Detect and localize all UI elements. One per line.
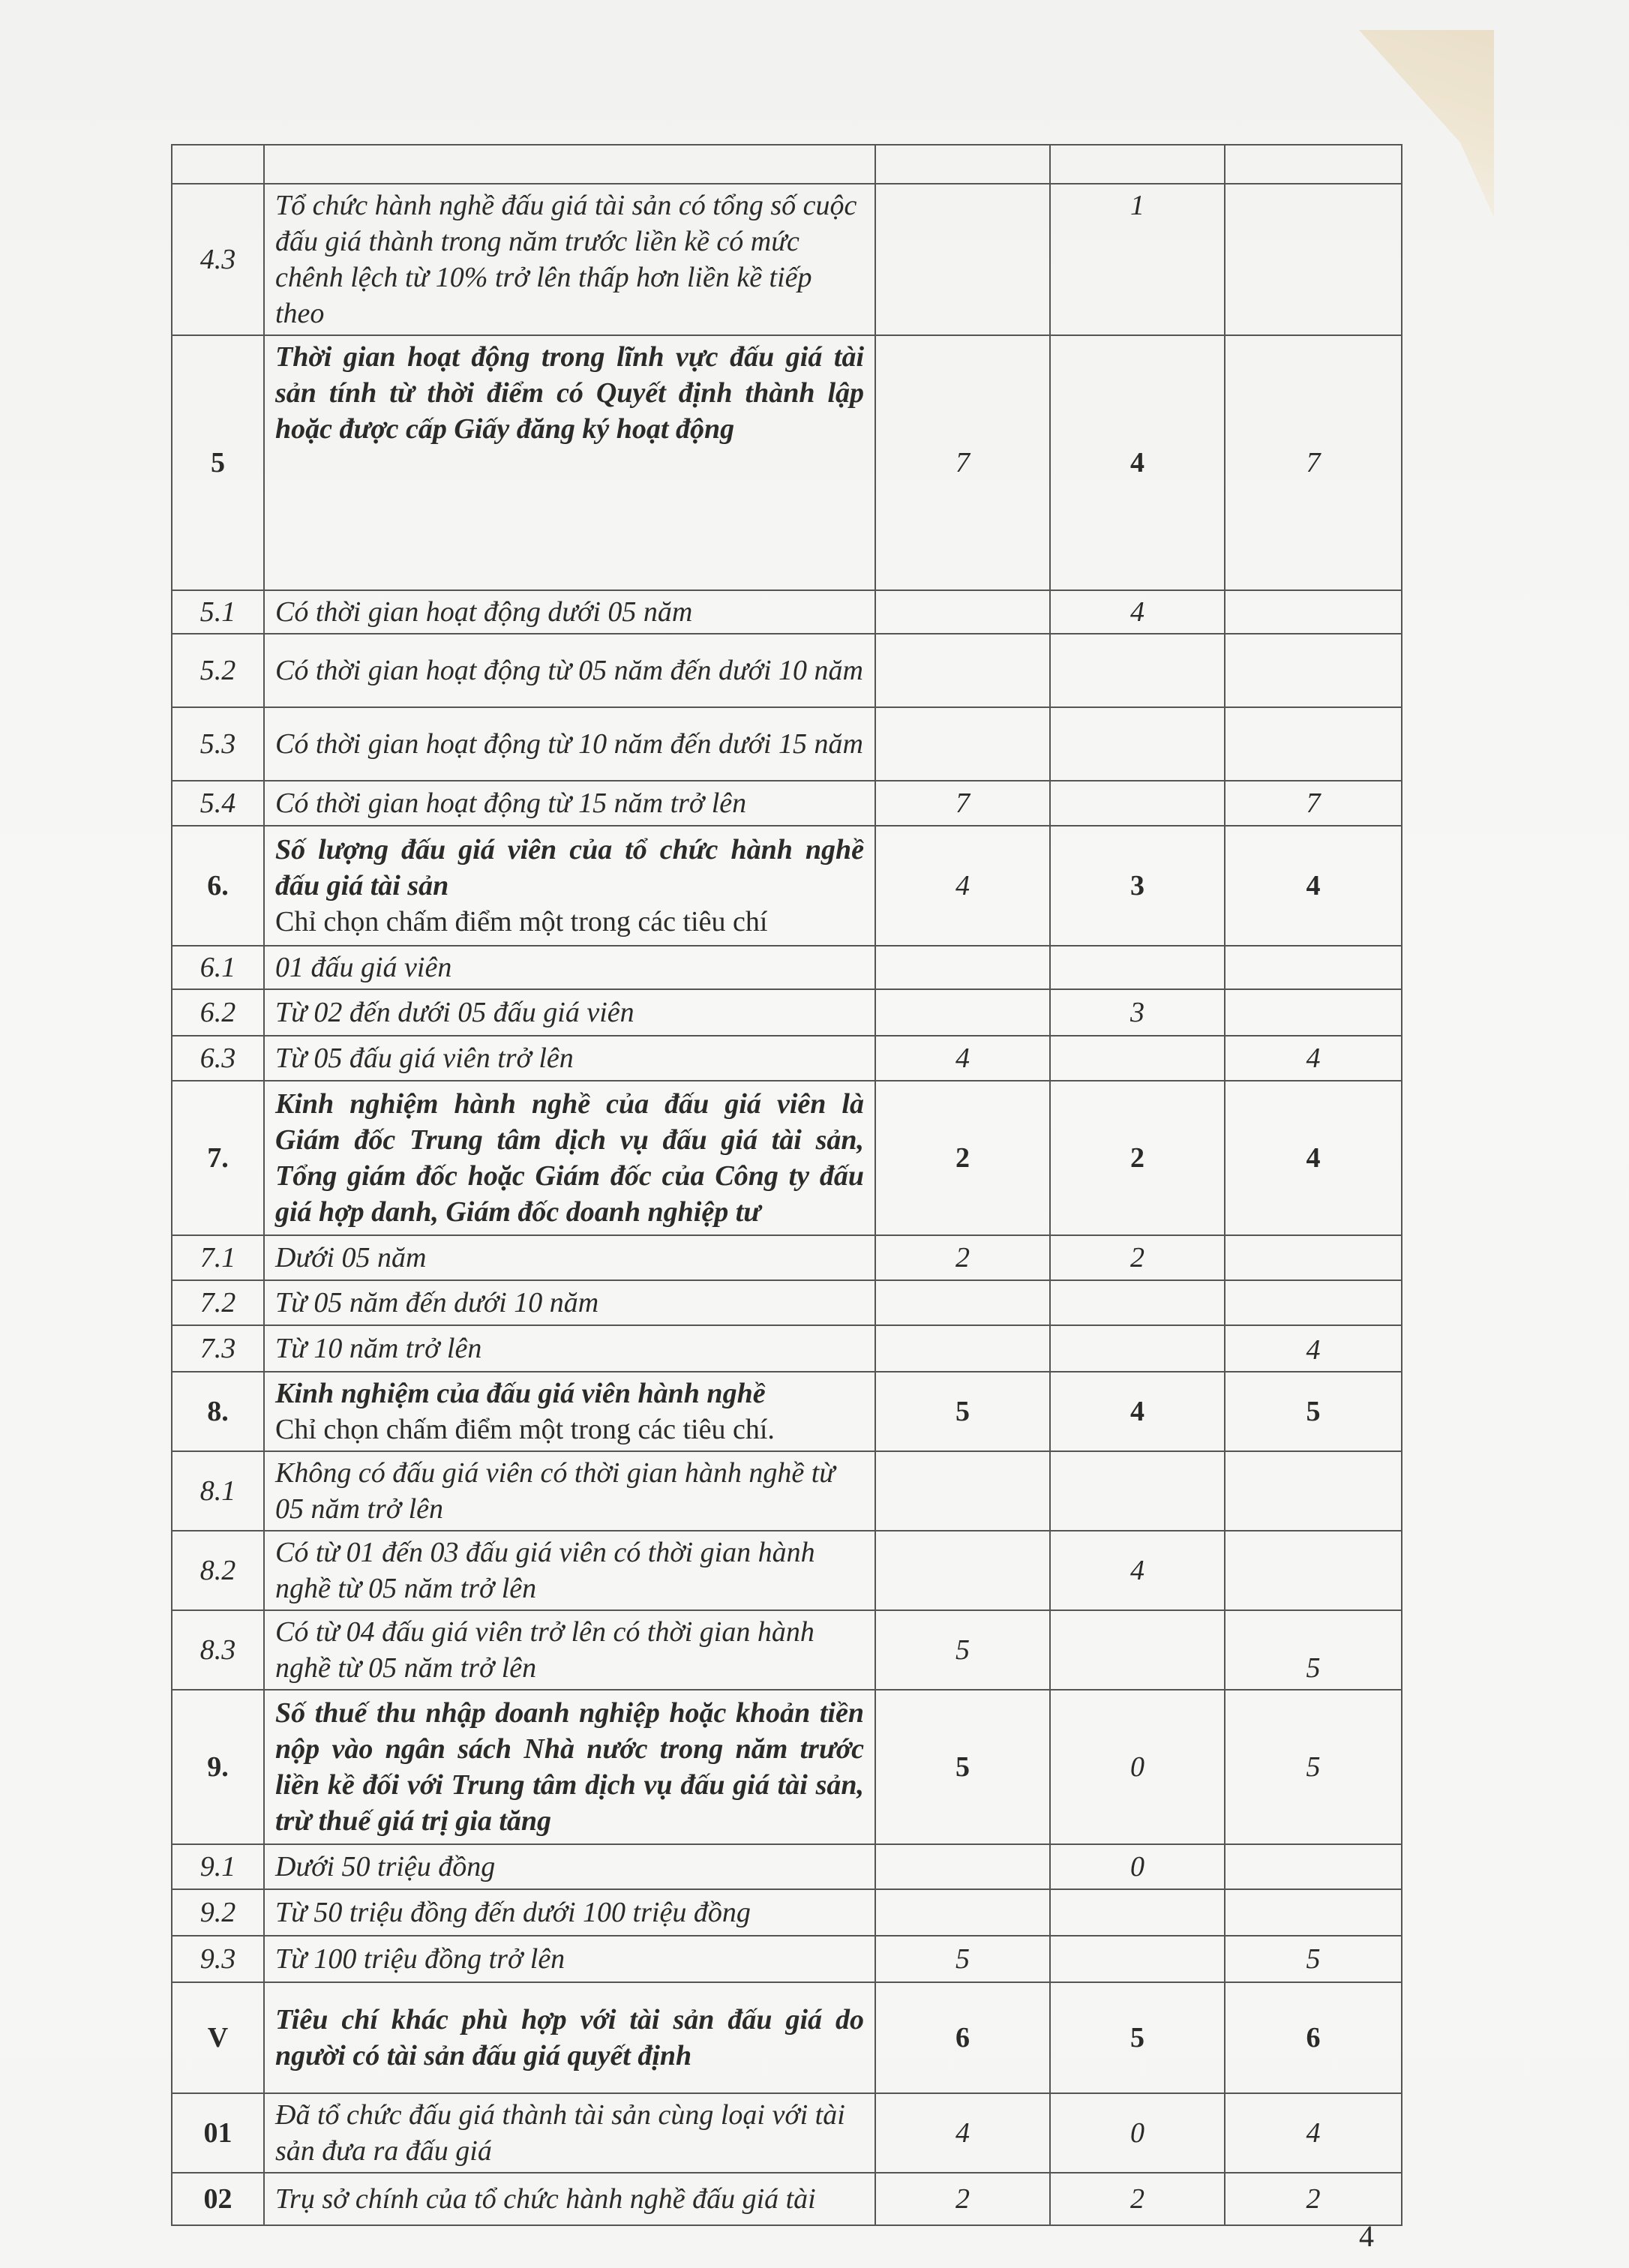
row-number: 7.3	[172, 1325, 264, 1372]
score-col-2: 4	[1050, 1531, 1225, 1610]
criterion-text: Dưới 05 năm	[264, 1235, 875, 1280]
score-col-2: 0	[1050, 1690, 1225, 1844]
row-number: 9.1	[172, 1844, 264, 1889]
table-row	[172, 1235, 1402, 1280]
score-col-1: 2	[875, 2173, 1050, 2225]
table-row	[172, 946, 1402, 989]
table-row	[172, 1889, 1402, 1936]
score-col-3	[1225, 1235, 1402, 1280]
criterion-text: Có thời gian hoạt động dưới 05 năm	[264, 590, 875, 634]
score-col-1: 2	[875, 1081, 1050, 1235]
score-col-2: 2	[1050, 2173, 1225, 2225]
score-col-3: 5	[1225, 1610, 1402, 1690]
score-col-3	[1225, 707, 1402, 781]
table-row	[172, 1690, 1402, 1844]
criterion-text: Tổ chức hành nghề đấu giá tài sản có tổng số cuộc đấu giá thành trong năm trước liền kề có mức chênh lệch từ 10% trở lên thấp hơn liền kề tiếp theo	[264, 184, 875, 335]
row-number: 9.	[172, 1690, 264, 1844]
criterion-text: Có thời gian hoạt động từ 05 năm đến dưới 10 năm	[264, 634, 875, 707]
score-col-2	[1050, 1451, 1225, 1531]
score-col-3: 5	[1225, 1936, 1402, 1982]
score-col-1	[875, 590, 1050, 634]
row-number: 9.3	[172, 1936, 264, 1982]
table-row	[172, 634, 1402, 707]
score-col-2: 0	[1050, 2093, 1225, 2173]
score-col-1	[875, 1325, 1050, 1372]
score-col-1: 6	[875, 1982, 1050, 2093]
score-col-2	[1050, 1889, 1225, 1936]
table-row	[172, 1936, 1402, 1982]
criterion-text: Từ 02 đến dưới 05 đấu giá viên	[264, 989, 875, 1036]
score-col-2: 5	[1050, 1982, 1225, 2093]
score-col-1	[875, 1531, 1050, 1610]
criterion-text: Từ 100 triệu đồng trở lên	[264, 1936, 875, 1982]
row-number: 6.2	[172, 989, 264, 1036]
score-col-3	[1225, 590, 1402, 634]
score-col-1: 7	[875, 335, 1050, 590]
criterion-text	[264, 1372, 875, 1451]
row-number: 5.3	[172, 707, 264, 781]
row-number: 6.1	[172, 946, 264, 989]
table-row	[172, 335, 1402, 590]
score-col-3: 6	[1225, 1982, 1402, 2093]
row-number: 4.3	[172, 184, 264, 335]
row-number: 5.1	[172, 590, 264, 634]
row-number: 7.2	[172, 1280, 264, 1325]
score-col-1: 7	[875, 781, 1050, 826]
score-col-2	[1050, 1325, 1225, 1372]
criterion-text: Có thời gian hoạt động từ 10 năm đến dưới 15 năm	[264, 707, 875, 781]
criterion-text: Không có đấu giá viên có thời gian hành nghề từ 05 năm trở lên	[264, 1451, 875, 1531]
row-number: 7.	[172, 1081, 264, 1235]
score-col-3: 4	[1225, 1325, 1402, 1372]
table-row	[172, 590, 1402, 634]
score-col-1: 5	[875, 1936, 1050, 1982]
score-col-1	[875, 1451, 1050, 1531]
table-row	[172, 1036, 1402, 1081]
score-col-1	[875, 707, 1050, 781]
score-col-1	[875, 145, 1050, 184]
criterion-text	[264, 145, 875, 184]
score-col-2	[1050, 1036, 1225, 1081]
score-col-2: 4	[1050, 1372, 1225, 1451]
row-number: 01	[172, 2093, 264, 2173]
table-row	[172, 1844, 1402, 1889]
criterion-text: Có từ 01 đến 03 đấu giá viên có thời gian hành nghề từ 05 năm trở lên	[264, 1531, 875, 1610]
score-col-3	[1225, 634, 1402, 707]
score-col-1: 5	[875, 1610, 1050, 1690]
score-col-2: 3	[1050, 989, 1225, 1036]
table-row	[172, 781, 1402, 826]
score-col-2: 2	[1050, 1235, 1225, 1280]
score-col-1: 4	[875, 826, 1050, 946]
score-col-1: 4	[875, 1036, 1050, 1081]
score-col-3: 4	[1225, 2093, 1402, 2173]
score-col-1	[875, 1280, 1050, 1325]
score-col-3: 7	[1225, 781, 1402, 826]
criterion-text: Từ 10 năm trở lên	[264, 1325, 875, 1372]
criterion-text: 01 đấu giá viên	[264, 946, 875, 989]
table-row	[172, 145, 1402, 184]
score-col-3	[1225, 1451, 1402, 1531]
score-col-1	[875, 989, 1050, 1036]
score-col-2	[1050, 145, 1225, 184]
criterion-note: Chỉ chọn chấm điểm một trong các tiêu chí	[275, 906, 768, 938]
score-col-3	[1225, 1844, 1402, 1889]
score-col-3	[1225, 145, 1402, 184]
score-col-2: 1	[1050, 184, 1225, 335]
page-number: 4	[1359, 2219, 1374, 2253]
score-col-3	[1225, 946, 1402, 989]
score-col-1: 5	[875, 1690, 1050, 1844]
table-row	[172, 2173, 1402, 2225]
criterion-text: Từ 05 năm đến dưới 10 năm	[264, 1280, 875, 1325]
row-number: 5.4	[172, 781, 264, 826]
score-col-2	[1050, 1280, 1225, 1325]
score-col-3: 4	[1225, 826, 1402, 946]
score-col-2: 3	[1050, 826, 1225, 946]
row-number: 02	[172, 2173, 264, 2225]
criterion-text: Từ 05 đấu giá viên trở lên	[264, 1036, 875, 1081]
row-number: 5	[172, 335, 264, 590]
criterion-text: Số thuế thu nhập doanh nghiệp hoặc khoản tiền nộp vào ngân sách Nhà nước trong năm trước liền kề đối với Trung tâm dịch vụ đấu giá tài sản, trừ thuế giá trị gia tăng	[264, 1690, 875, 1844]
score-col-3	[1225, 1889, 1402, 1936]
table-row	[172, 1280, 1402, 1325]
score-col-2	[1050, 781, 1225, 826]
row-number: 6.	[172, 826, 264, 946]
row-number: 8.2	[172, 1531, 264, 1610]
score-col-3: 2	[1225, 2173, 1402, 2225]
table-row	[172, 1081, 1402, 1235]
score-col-3	[1225, 184, 1402, 335]
score-col-1	[875, 946, 1050, 989]
table-row	[172, 1372, 1402, 1451]
score-col-1: 2	[875, 1235, 1050, 1280]
criterion-text: Có từ 04 đấu giá viên trở lên có thời gian hành nghề từ 05 năm trở lên	[264, 1610, 875, 1690]
score-col-3	[1225, 989, 1402, 1036]
table-row	[172, 707, 1402, 781]
score-col-1	[875, 1889, 1050, 1936]
score-col-3	[1225, 1280, 1402, 1325]
criterion-text: Kinh nghiệm hành nghề của đấu giá viên là Giám đốc Trung tâm dịch vụ đấu giá tài sản, Tổng giám đốc hoặc Giám đốc của Công ty đấu giá hợp danh, Giám đốc doanh nghiệp tư	[264, 1081, 875, 1235]
score-col-2	[1050, 1936, 1225, 1982]
table-row	[172, 1325, 1402, 1372]
criterion-text: Đã tổ chức đấu giá thành tài sản cùng loại với tài sản đưa ra đấu giá	[264, 2093, 875, 2173]
score-col-2: 4	[1050, 335, 1225, 590]
scoring-table	[171, 144, 1402, 2226]
table-row	[172, 989, 1402, 1036]
row-number: 9.2	[172, 1889, 264, 1936]
score-col-1	[875, 1844, 1050, 1889]
score-col-3: 4	[1225, 1036, 1402, 1081]
criterion-text: Dưới 50 triệu đồng	[264, 1844, 875, 1889]
row-number: 8.	[172, 1372, 264, 1451]
score-col-3: 5	[1225, 1372, 1402, 1451]
row-number: 6.3	[172, 1036, 264, 1081]
row-number: 8.3	[172, 1610, 264, 1690]
table-row	[172, 1451, 1402, 1531]
score-col-2	[1050, 634, 1225, 707]
criterion-text: Tiêu chí khác phù hợp với tài sản đấu giá do người có tài sản đấu giá quyết định	[264, 1982, 875, 2093]
score-col-1: 4	[875, 2093, 1050, 2173]
criterion-text: Từ 50 triệu đồng đến dưới 100 triệu đồng	[264, 1889, 875, 1936]
table-row	[172, 1982, 1402, 2093]
row-number	[172, 145, 264, 184]
score-col-2: 0	[1050, 1844, 1225, 1889]
score-col-2	[1050, 946, 1225, 989]
row-number: 5.2	[172, 634, 264, 707]
row-number: V	[172, 1982, 264, 2093]
table-row	[172, 184, 1402, 335]
table-row	[172, 1531, 1402, 1610]
score-col-3: 4	[1225, 1081, 1402, 1235]
row-number: 8.1	[172, 1451, 264, 1531]
score-col-2: 2	[1050, 1081, 1225, 1235]
criterion-note: Chỉ chọn chấm điểm một trong các tiêu chí.	[275, 1414, 775, 1445]
score-col-2: 4	[1050, 590, 1225, 634]
criterion-text: Trụ sở chính của tổ chức hành nghề đấu giá tài	[264, 2173, 875, 2225]
row-number: 7.1	[172, 1235, 264, 1280]
criterion-text	[264, 826, 875, 946]
score-col-2	[1050, 1610, 1225, 1690]
score-col-1: 5	[875, 1372, 1050, 1451]
criterion-title: Kinh nghiệm của đấu giá viên hành nghề	[275, 1378, 766, 1409]
criterion-title: Số lượng đấu giá viên của tổ chức hành nghề đấu giá tài sản	[275, 834, 864, 902]
score-col-3	[1225, 1531, 1402, 1610]
criterion-text: Có thời gian hoạt động từ 15 năm trở lên	[264, 781, 875, 826]
score-col-3: 7	[1225, 335, 1402, 590]
score-col-2	[1050, 707, 1225, 781]
criterion-text: Thời gian hoạt động trong lĩnh vực đấu giá tài sản tính từ thời điểm có Quyết định thành lập hoặc được cấp Giấy đăng ký hoạt động	[264, 335, 875, 590]
score-col-1	[875, 634, 1050, 707]
table-row	[172, 826, 1402, 946]
score-col-1	[875, 184, 1050, 335]
table-row	[172, 2093, 1402, 2173]
score-col-3: 5	[1225, 1690, 1402, 1844]
table-row	[172, 1610, 1402, 1690]
